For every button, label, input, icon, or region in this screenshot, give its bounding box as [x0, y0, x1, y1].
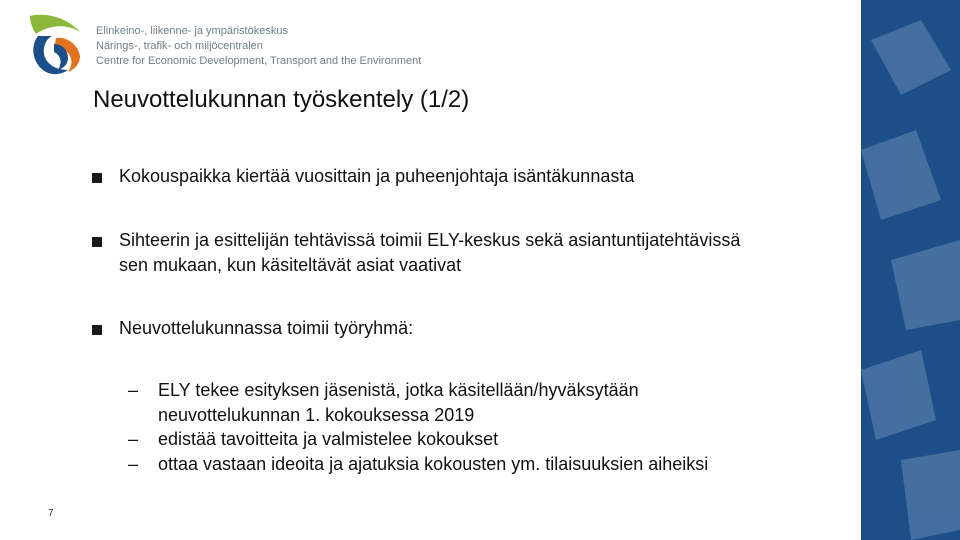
sub-bullet-list: [128, 378, 768, 476]
sub-bullet-item: [128, 378, 768, 427]
org-line-sv: Närings-, trafik- och miljöcentralen: [96, 40, 263, 52]
bullet-text: Kokouspaikka kiertää vuosittain ja puheenjohtaja isäntäkunnasta: [119, 166, 635, 186]
dash-bullet: –: [128, 429, 139, 449]
ely-logo: [28, 14, 86, 76]
page-number: 7: [48, 508, 54, 519]
sidebar-decoration: [861, 0, 960, 540]
dash-bullet: –: [128, 380, 139, 400]
square-bullet-icon: [92, 173, 102, 183]
bullet-text: Neuvottelukunnassa toimii työryhmä:: [119, 318, 414, 338]
organization-name: [96, 24, 421, 69]
sub-bullet-item: [128, 427, 768, 452]
sub-bullet-text: edistää tavoitteita ja valmistelee kokoukset: [158, 429, 499, 449]
sub-bullet-text: ottaa vastaan ideoita ja ajatuksia kokousten ym. tilaisuuksien aiheiksi: [158, 453, 709, 474]
sub-bullet-text: ELY tekee esityksen jäsenistä, jotka käsitellään/hyväksytään neuvottelukunnan 1. kokouksessa 2019: [158, 380, 639, 425]
square-bullet-icon: [92, 237, 102, 247]
org-line-fi: Elinkeino-, liikenne- ja ympäristökeskus: [96, 25, 288, 37]
bullet-text: Sihteerin ja esittelijän tehtävissä toimii ELY-keskus sekä asiantuntijatehtävissä sen mukaan, kun käsiteltävät asiat vaativat: [119, 230, 741, 275]
slide-title: Neuvottelukunnan työskentely (1/2): [93, 86, 470, 113]
sub-bullet-item: [128, 452, 768, 477]
org-line-en: Centre for Economic Development, Transport and the Environment: [96, 55, 422, 67]
logo-green-leaf: [30, 15, 80, 34]
square-bullet-icon: [92, 325, 102, 335]
dash-bullet: –: [128, 453, 139, 474]
